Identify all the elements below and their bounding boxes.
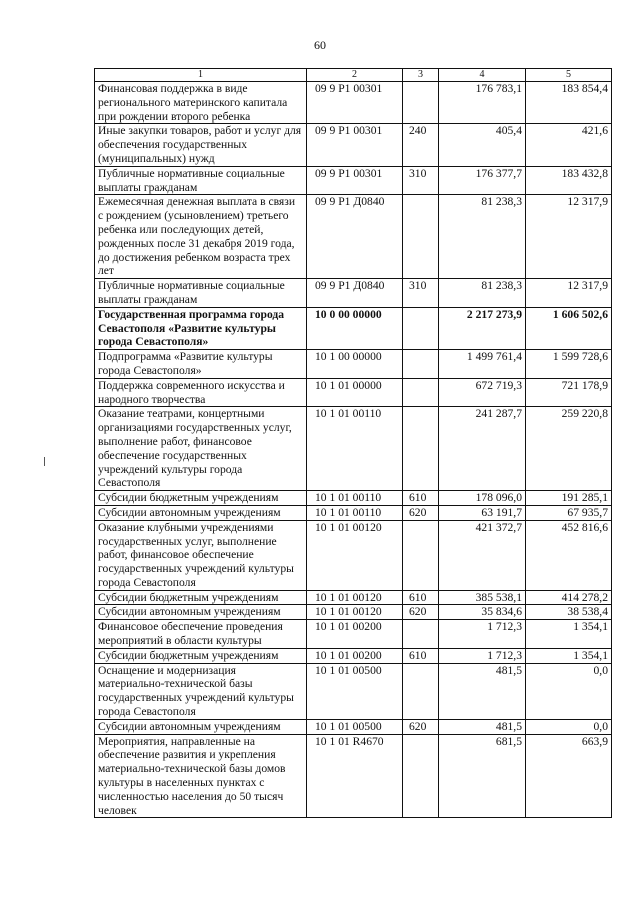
- row-value-year2: 12 317,9: [526, 279, 612, 308]
- row-name: Подпрограмма «Развитие культуры города Севастополя»: [95, 350, 307, 379]
- table-row: [95, 350, 612, 379]
- row-name: Оснащение и модернизация материально-технической базы государственных учреждений культуры города Севастополя: [95, 663, 307, 719]
- table-row: [95, 195, 612, 279]
- row-value-year2: 663,9: [526, 734, 612, 818]
- table-row: [95, 719, 612, 734]
- row-code: 09 9 P1 Д0840: [307, 195, 403, 279]
- header-cell: 4: [439, 69, 526, 82]
- row-name: Оказание клубными учреждениями государственных услуг, выполнение работ, финансовое обеспечение государственных учреждений культуры города Севастополя: [95, 520, 307, 590]
- table-row: [95, 648, 612, 663]
- row-expense-type: 620: [403, 605, 439, 620]
- row-value-year1: 63 191,7: [439, 505, 526, 520]
- table-row: [95, 307, 612, 349]
- header-cell: 2: [307, 69, 403, 82]
- row-name: Мероприятия, направленные на обеспечение развития и укрепления материально-технической базы домов культуры в населенных пунктах с численностью населения до 50 тысяч человек: [95, 734, 307, 818]
- row-value-year1: 672 719,3: [439, 378, 526, 407]
- row-value-year2: 183 854,4: [526, 82, 612, 124]
- row-name: Государственная программа города Севастополя «Развитие культуры города Севастополя»: [95, 307, 307, 349]
- row-code: 10 1 01 00200: [307, 648, 403, 663]
- row-value-year2: 721 178,9: [526, 378, 612, 407]
- table-row: [95, 407, 612, 491]
- header-row: [95, 69, 612, 82]
- table-row: [95, 279, 612, 308]
- row-code: 09 9 P1 00301: [307, 82, 403, 124]
- page-number: 60: [314, 38, 326, 52]
- row-expense-type: [403, 378, 439, 407]
- table-row: [95, 605, 612, 620]
- row-value-year2: 1 599 728,6: [526, 350, 612, 379]
- table-row: [95, 505, 612, 520]
- row-value-year1: 35 834,6: [439, 605, 526, 620]
- row-value-year1: 481,5: [439, 663, 526, 719]
- row-value-year1: 1 499 761,4: [439, 350, 526, 379]
- row-expense-type: 620: [403, 719, 439, 734]
- row-expense-type: [403, 82, 439, 124]
- row-value-year2: 67 935,7: [526, 505, 612, 520]
- row-expense-type: [403, 734, 439, 818]
- row-expense-type: [403, 307, 439, 349]
- row-value-year1: 421 372,7: [439, 520, 526, 590]
- row-expense-type: [403, 663, 439, 719]
- row-value-year2: 191 285,1: [526, 491, 612, 506]
- row-name: Субсидии автономным учреждениям: [95, 505, 307, 520]
- table-row: [95, 620, 612, 649]
- table-row: [95, 124, 612, 166]
- header-cell: 5: [526, 69, 612, 82]
- table-row: [95, 166, 612, 195]
- row-value-year1: 176 377,7: [439, 166, 526, 195]
- row-value-year1: 241 287,7: [439, 407, 526, 491]
- table-row: [95, 378, 612, 407]
- row-value-year1: 81 238,3: [439, 279, 526, 308]
- row-name: Субсидии бюджетным учреждениям: [95, 648, 307, 663]
- row-name: Финансовое обеспечение проведения мероприятий в области культуры: [95, 620, 307, 649]
- row-name: Оказание театрами, концертными организациями государственных услуг, выполнение работ, финансовое обеспечение государственных учреждений культуры города Севастополя: [95, 407, 307, 491]
- row-code: 09 9 P1 00301: [307, 124, 403, 166]
- table-row: [95, 491, 612, 506]
- row-value-year2: 421,6: [526, 124, 612, 166]
- row-code: 10 1 01 00500: [307, 719, 403, 734]
- row-value-year2: 183 432,8: [526, 166, 612, 195]
- row-value-year1: 81 238,3: [439, 195, 526, 279]
- row-value-year1: 385 538,1: [439, 590, 526, 605]
- row-name: Субсидии бюджетным учреждениям: [95, 590, 307, 605]
- row-value-year2: 1 354,1: [526, 648, 612, 663]
- row-value-year2: 414 278,2: [526, 590, 612, 605]
- row-code: 10 1 01 00120: [307, 590, 403, 605]
- row-name: Публичные нормативные социальные выплаты гражданам: [95, 279, 307, 308]
- row-value-year1: 681,5: [439, 734, 526, 818]
- row-expense-type: 240: [403, 124, 439, 166]
- budget-table: [94, 68, 612, 818]
- header-cell: 1: [95, 69, 307, 82]
- row-value-year2: 0,0: [526, 719, 612, 734]
- row-expense-type: 610: [403, 590, 439, 605]
- row-code: 10 1 00 00000: [307, 350, 403, 379]
- row-code: 09 9 P1 Д0840: [307, 279, 403, 308]
- row-expense-type: [403, 620, 439, 649]
- row-expense-type: [403, 407, 439, 491]
- row-name: Финансовая поддержка в виде регионального материнского капитала при рождении второго ребенка: [95, 82, 307, 124]
- row-name: Ежемесячная денежная выплата в связи с рождением (усыновлением) третьего ребенка или последующих детей, рожденных после 31 декабря 2019 года, до достижения ребенком возраста трех лет: [95, 195, 307, 279]
- row-name: Субсидии автономным учреждениям: [95, 605, 307, 620]
- row-code: 10 1 01 00500: [307, 663, 403, 719]
- row-code: 10 1 01 00120: [307, 605, 403, 620]
- row-code: 10 1 01 00110: [307, 407, 403, 491]
- row-code: 10 1 01 00120: [307, 520, 403, 590]
- row-expense-type: 610: [403, 648, 439, 663]
- row-code: 10 0 00 00000: [307, 307, 403, 349]
- row-expense-type: 310: [403, 279, 439, 308]
- row-name: Иные закупки товаров, работ и услуг для обеспечения государственных (муниципальных) нужд: [95, 124, 307, 166]
- table-row: [95, 590, 612, 605]
- row-value-year1: 1 712,3: [439, 620, 526, 649]
- row-value-year2: 38 538,4: [526, 605, 612, 620]
- row-code: 10 1 01 00110: [307, 505, 403, 520]
- row-name: Публичные нормативные социальные выплаты гражданам: [95, 166, 307, 195]
- row-code: 10 1 01 00000: [307, 378, 403, 407]
- row-value-year2: 452 816,6: [526, 520, 612, 590]
- row-value-year2: 0,0: [526, 663, 612, 719]
- row-value-year2: 259 220,8: [526, 407, 612, 491]
- header-cell: 3: [403, 69, 439, 82]
- row-expense-type: 620: [403, 505, 439, 520]
- row-value-year1: 481,5: [439, 719, 526, 734]
- margin-mark: [44, 457, 45, 466]
- table-row: [95, 82, 612, 124]
- row-value-year1: 2 217 273,9: [439, 307, 526, 349]
- row-value-year1: 178 096,0: [439, 491, 526, 506]
- row-expense-type: [403, 520, 439, 590]
- row-name: Субсидии бюджетным учреждениям: [95, 491, 307, 506]
- table-row: [95, 734, 612, 818]
- table-row: [95, 520, 612, 590]
- row-value-year2: 1 606 502,6: [526, 307, 612, 349]
- row-expense-type: [403, 350, 439, 379]
- row-expense-type: 310: [403, 166, 439, 195]
- row-code: 09 9 P1 00301: [307, 166, 403, 195]
- row-value-year2: 12 317,9: [526, 195, 612, 279]
- row-value-year1: 176 783,1: [439, 82, 526, 124]
- row-value-year1: 405,4: [439, 124, 526, 166]
- row-value-year1: 1 712,3: [439, 648, 526, 663]
- row-value-year2: 1 354,1: [526, 620, 612, 649]
- row-expense-type: 610: [403, 491, 439, 506]
- table-row: [95, 663, 612, 719]
- row-code: 10 1 01 R4670: [307, 734, 403, 818]
- row-code: 10 1 01 00110: [307, 491, 403, 506]
- row-name: Поддержка современного искусства и народного творчества: [95, 378, 307, 407]
- row-code: 10 1 01 00200: [307, 620, 403, 649]
- row-name: Субсидии автономным учреждениям: [95, 719, 307, 734]
- row-expense-type: [403, 195, 439, 279]
- table-body: [95, 69, 612, 818]
